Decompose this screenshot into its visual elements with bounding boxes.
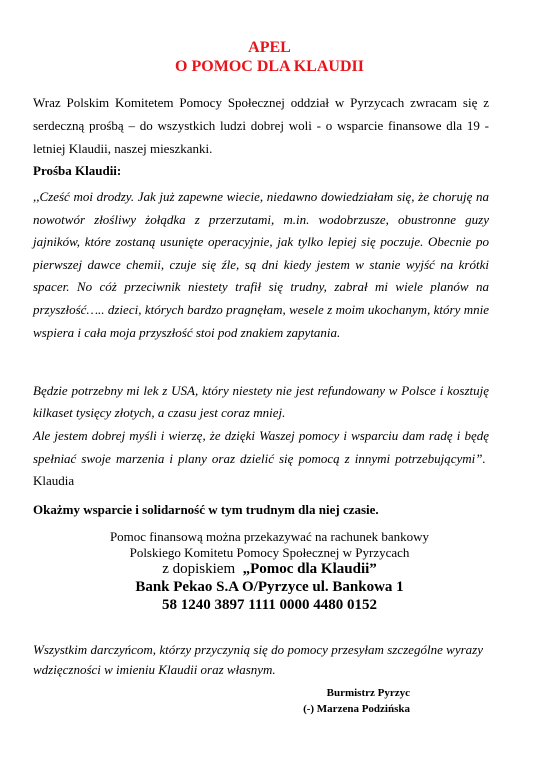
letter-signature: Klaudia xyxy=(33,473,75,489)
thanks-paragraph: Wszystkim darczyńcom, którzy przyczynią się do pomocy przesyłam szczególne wyrazy wdzięczności w imieniu Klaudii oraz własnym. xyxy=(33,642,483,677)
bank-note-title: „Pomoc dla Klaudii” xyxy=(242,561,377,577)
signoff-title: Burmistrz Pyrzyc xyxy=(326,687,410,699)
bank-info-line-1: Pomoc finansową można przekazywać na rachunek bankowy xyxy=(109,529,430,544)
bank-note-prefix: z dopiskiem xyxy=(162,561,236,577)
letter-paragraph-3 xyxy=(33,425,489,493)
request-label: Prośba Klaudii: xyxy=(33,163,122,178)
bank-name: Bank Pekao S.A O/Pyrzyce ul. Bankowa 1 xyxy=(135,579,404,595)
bank-info-line-2: Polskiego Komitetu Pomocy Społecznej w Pyrzycach xyxy=(129,545,410,560)
heading-line-1: APEL xyxy=(248,39,291,56)
letter-paragraph-3-text: Ale jestem dobrej myśli i wierzę, że dzięki Waszej pomocy i wsparciu dam radę i będę spełniać swoje marzenia i plany oraz dzielić się pomocą z innymi potrzebującymi”. xyxy=(33,428,489,466)
letter-paragraph-2: Będzie potrzebny mi lek z USA, który niestety nie jest refundowany w Polsce i kosztuję kilkaset tysięcy złotych, a czasu jest coraz mniej. xyxy=(33,383,489,420)
letter-paragraph-1: ,,Cześć moi drodzy. Jak już zapewne wiecie, niedawno dowiedziałam się, że choruję na nowotwór złośliwy żołądka z przerzutami, m.in. wodobrzusze, obustronne guzy jajników, które zostaną usunięte operacyjnie, jak tylko lepiej się poczuje. Obecnie po pierwszej dawce chemii, czuje się źle, są dni kiedy jestem w stanie wyjść na krótki spacer. No cóż przeciwnik niestety trafił się trudny, zabrał mi wiele planów na przyszłość….. dzieci, których bardzo pragnęłam, wesele z moim ukochanym, który mnie wspiera i cała moja przyszłość stoi pod znakiem zapytania. xyxy=(33,189,489,340)
bank-account-number: 58 1240 3897 1111 0000 4480 0152 xyxy=(161,597,378,613)
signoff-name: (-) Marzena Podzińska xyxy=(303,703,410,715)
intro-paragraph: Wraz Polskim Komitetem Pomocy Społecznej oddział w Pyrzycach zwracam się z serdeczną prośbą – do wszystkich ludzi dobrej woli - o wsparcie finansowe dla 19 - letniej Klaudii, naszej mieszkanki. xyxy=(33,95,489,156)
bank-info-line-3 xyxy=(0,561,539,578)
heading-line-2: O POMOC DLA KLAUDII xyxy=(175,58,364,75)
call-to-action: Okażmy wsparcie i solidarność w tym trudnym dla niej czasie. xyxy=(33,502,379,517)
